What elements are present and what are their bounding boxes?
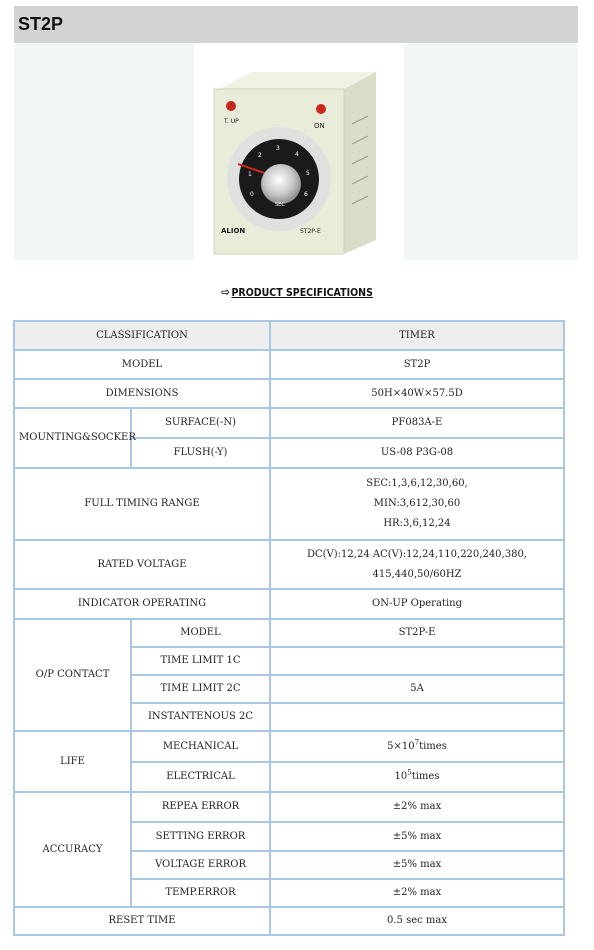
flush-label: FLUSH(-Y) <box>131 438 270 468</box>
indicator-label: INDICATOR OPERATING <box>14 589 270 619</box>
instantenous-2c-label: INSTANTENOUS 2C <box>131 703 270 731</box>
instantenous-2c-value <box>270 703 564 731</box>
electrical-label: ELECTRICAL <box>131 762 270 792</box>
accuracy-label: ACCURACY <box>14 792 131 907</box>
timing-line-hr: HR:3,6,12,24 <box>383 518 451 529</box>
relay-side-face <box>344 72 376 254</box>
contact-label: O/P CONTACT <box>14 619 131 731</box>
voltage-label: RATED VOLTAGE <box>14 540 270 589</box>
spec-heading <box>42 285 553 299</box>
table-row <box>14 907 564 935</box>
flush-value: US-08 P3G-08 <box>270 438 564 468</box>
contact-model-label: MODEL <box>131 619 270 647</box>
electrical-unit: times <box>411 771 440 782</box>
surface-label: SURFACE(-N) <box>131 408 270 438</box>
time-limit-1c-label: TIME LIMIT 1C <box>131 647 270 675</box>
electrical-exponent: 5 <box>407 768 412 777</box>
temp-error-value: ±2% max <box>270 879 564 907</box>
mechanical-label: MECHANICAL <box>131 731 270 762</box>
time-limit-1c-value <box>270 647 564 675</box>
reset-time-value: 0.5 sec max <box>270 907 564 935</box>
setting-error-label: SETTING ERROR <box>131 822 270 851</box>
dial-mark-1: 1 <box>248 171 252 178</box>
dial-mark-5: 5 <box>306 170 310 177</box>
sec-label: SEC <box>275 202 285 208</box>
dial-mark-3: 3 <box>276 145 280 152</box>
table-row <box>14 619 564 647</box>
repea-error-value: ±2% max <box>270 792 564 822</box>
timing-value <box>270 468 564 540</box>
dial-mark-4: 4 <box>295 151 299 158</box>
voltage-error-label: VOLTAGE ERROR <box>131 851 270 879</box>
model-value-cell: ST2P <box>270 350 564 379</box>
spec-table <box>13 320 565 936</box>
mechanical-base: 5×10 <box>387 740 415 752</box>
table-row <box>14 379 564 408</box>
classification-value: TIMER <box>270 321 564 350</box>
time-limit-2c-value: 5A <box>270 675 564 703</box>
dial-mark-2: 2 <box>258 152 262 159</box>
time-limit-2c-label: TIME LIMIT 2C <box>131 675 270 703</box>
dimensions-label: DIMENSIONS <box>14 379 270 408</box>
table-row <box>14 540 564 589</box>
timing-label: FULL TIMING RANGE <box>14 468 270 540</box>
table-row <box>14 408 564 438</box>
life-label: LIFE <box>14 731 131 792</box>
title-bar <box>14 6 578 43</box>
repea-error-label: REPEA ERROR <box>131 792 270 822</box>
table-row <box>14 731 564 762</box>
model-label-cell: MODEL <box>14 350 270 379</box>
electrical-base: 10 <box>394 771 408 782</box>
tup-led-icon <box>226 101 236 111</box>
arrow-right-icon: ⇨ <box>221 285 230 299</box>
setting-error-value: ±5% max <box>270 822 564 851</box>
timing-line-min: MIN:3,612,30,60 <box>373 498 461 509</box>
timing-line-sec: SEC:1,3,6,12,30,60, <box>366 478 468 489</box>
page-title: ST2P <box>18 14 64 34</box>
table-row <box>14 792 564 822</box>
indicator-value: ON-UP Operating <box>270 589 564 619</box>
table-row <box>14 350 564 379</box>
contact-model-value: ST2P-E <box>270 619 564 647</box>
mechanical-value <box>270 731 564 762</box>
product-photo-panel <box>14 44 578 260</box>
tup-label: T. UP <box>224 118 239 125</box>
mounting-label: MOUNTING&SOCKER <box>14 408 131 468</box>
dial-mark-0: 0 <box>250 191 254 198</box>
brand-label: ALION <box>221 227 246 235</box>
product-photo <box>14 44 578 260</box>
table-row <box>14 589 564 619</box>
voltage-error-value: ±5% max <box>270 851 564 879</box>
classification-label: CLASSIFICATION <box>14 321 270 350</box>
electrical-value <box>270 762 564 792</box>
voltage-line-1: DC(V):12,24 AC(V):12,24,110,220,240,380, <box>306 548 527 560</box>
dial-mark-6: 6 <box>304 191 308 198</box>
voltage-value <box>270 540 564 589</box>
on-label: ON <box>314 122 325 130</box>
table-row <box>14 468 564 540</box>
surface-value: PF083A-E <box>270 408 564 438</box>
mechanical-unit: times <box>419 740 447 752</box>
table-row <box>14 321 564 350</box>
dimensions-value: 50H×40W×57.5D <box>270 379 564 408</box>
temp-error-label: TEMP.ERROR <box>131 879 270 907</box>
on-led-icon <box>316 104 326 114</box>
voltage-line-2: 415,440,50/60HZ <box>372 568 462 580</box>
spec-heading-text: PRODUCT SPECIFICATIONS <box>231 286 373 299</box>
reset-time-label: RESET TIME <box>14 907 270 935</box>
dial-knob <box>261 164 301 204</box>
mechanical-exponent: 7 <box>414 738 420 747</box>
model-label: ST2P-E <box>300 228 321 235</box>
